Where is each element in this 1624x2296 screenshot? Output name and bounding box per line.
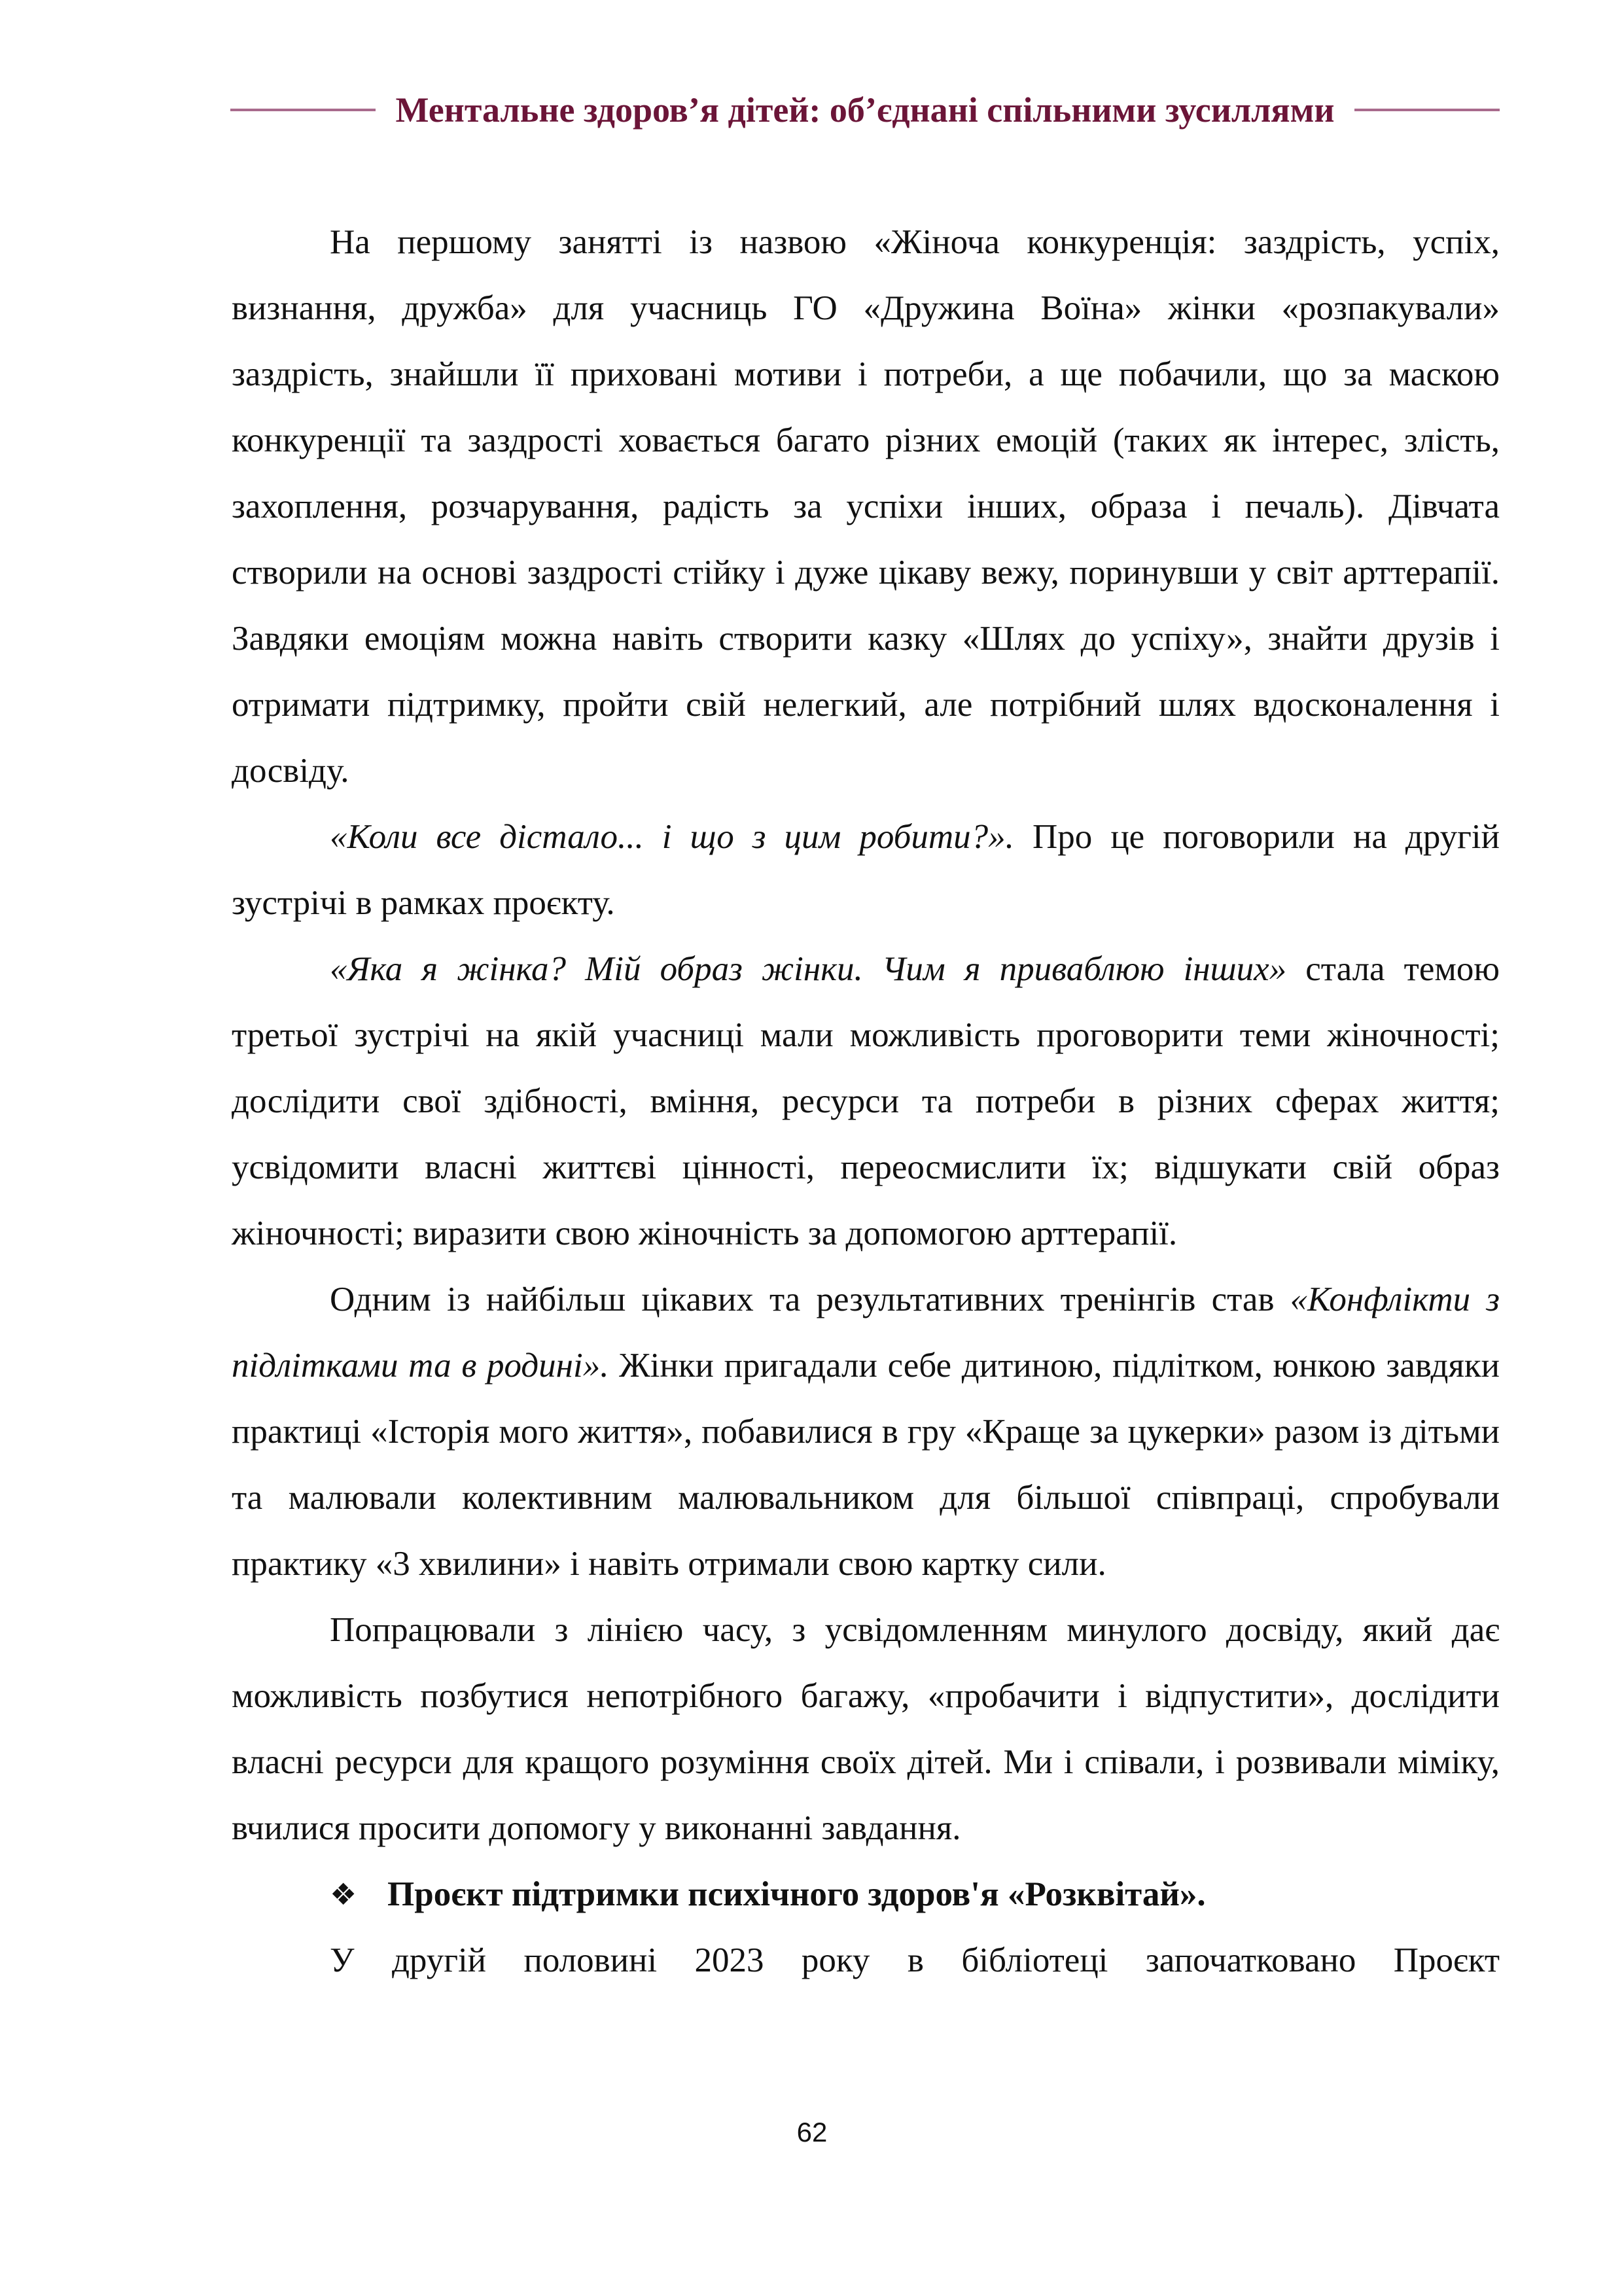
page-number: 62 — [796, 2117, 828, 2147]
section-heading — [232, 1862, 1500, 1928]
paragraph-5: Попрацювали з лінією часу, з усвідомленням минулого досвіду, який дає можливість позбутися непотрібного багажу, «пробачити і відпустити», дослідити власні ресурси для кращого розуміння своїх дітей. Ми і співали, і розвивали міміку, вчилися просити допомогу у виконанні завдання. — [232, 1611, 1500, 1847]
header-title: Ментальне здоров’я дітей: об’єднані спільними зусиллями — [395, 90, 1335, 130]
paragraph-4-text: Жінки пригадали себе дитиною, підлітком, юнкою завдяки практиці «Історія мого життя», побавилися в гру «Краще за цукерки» разом із дітьми та малювали колективним малювальником для більшої співпраці, спробували практику «3 хвилини» і навіть отримали свою картку сили. — [232, 1347, 1500, 1583]
paragraph-6: У другій половині 2023 року в бібліотеці започатковано Проєкт — [330, 1941, 1500, 1979]
paragraph-3 — [232, 936, 1500, 1267]
running-header — [230, 84, 1500, 136]
diamond-bullet-icon: ❖ — [330, 1878, 357, 1911]
paragraph-1: На першому занятті із назвою «Жіноча конкуренція: заздрість, успіх, визнання, дружба» для учасниць ГО «Дружина Воїна» жінки «розпакували» заздрість, знайшли її приховані мотиви і потреби, а ще побачили, що за маскою конкуренції та заздрості ховається багато різних емоцій (таких як інтерес, злість, захоплення, розчарування, радість за успіхи інших, образа і печаль). Дівчата створили на основі заздрості стійку і дуже цікаву вежу, поринувши у світ арттерапії. Завдяки емоціям можна навіть створити казку «Шлях до успіху», знайти друзів і отримати підтримку, пройти свій нелегкий, але потрібний шлях вдосконалення і досвіду. — [232, 223, 1500, 790]
paragraph-4 — [232, 1267, 1500, 1597]
paragraph-2 — [232, 804, 1500, 936]
paragraph-3-italic: «Яка я жінка? Мій образ жінки. Чим я приваблюю інших» — [330, 950, 1287, 988]
section-heading-text: Проєкт підтримки психічного здоров'я «Розквітай». — [387, 1875, 1206, 1913]
page-body — [232, 209, 1500, 1994]
paragraph-4-start: Одним із найбільш цікавих та результативних тренінгів став — [330, 1280, 1290, 1318]
paragraph-3-text: стала темою третьої зустрічі на якій учасниці мали можливість проговорити теми жіночності; дослідити свої здібності, вміння, ресурси та потреби в різних сферах життя; усвідомити власні життєві цінності, переосмислити їх; відшукати свій образ жіночності; виразити свою жіночність за допомогою арттерапії. — [232, 950, 1500, 1252]
paragraph-4-italic: «Конфлікти з підлітками та в родині». — [232, 1280, 1500, 1385]
header-rule-right — [1354, 109, 1500, 111]
header-rule-left — [230, 109, 376, 111]
paragraph-2-text: Про це поговорили на другій зустрічі в рамках проєкту. — [232, 818, 1500, 922]
paragraph-2-italic: «Коли все дістало... і що з цим робити?». — [330, 818, 1033, 856]
